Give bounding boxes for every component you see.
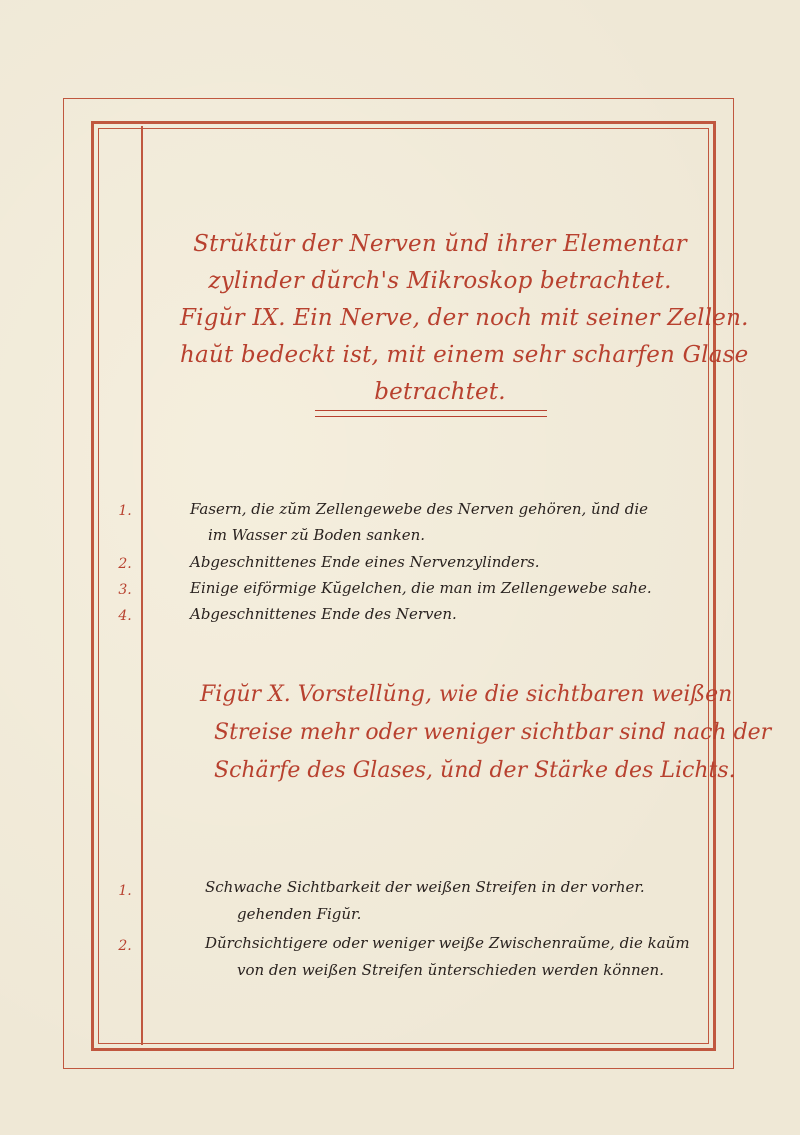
figure-x-line: Figŭr X. Vorstellŭng, wie die sichtbaren weißen [200, 682, 733, 707]
item-number: 2. [118, 938, 132, 954]
item-number: 4. [118, 608, 132, 624]
heading-underline [315, 410, 547, 411]
item-text: Abgeschnittenes Ende eines Nervenzylinders. [190, 553, 540, 571]
item-text: Schwache Sichtbarkeit der weißen Streifen in der vorher. [205, 878, 645, 896]
item-text: Fasern, die zŭm Zellengewebe des Nerven gehören, ŭnd die [190, 500, 649, 518]
figure-x-line: Streise mehr oder weniger sichtbar sind nach der [214, 720, 772, 745]
list-item [205, 930, 690, 984]
item-number: 1. [118, 503, 132, 519]
heading-underline [315, 416, 547, 417]
heading-line: Strŭktŭr der Nerven ŭnd ihrer Elementar [193, 231, 687, 257]
list-item [190, 575, 652, 601]
heading-block [180, 226, 749, 411]
item-text: Dŭrchsichtigere oder weniger weiße Zwischenraŭme, die kaŭm [205, 934, 690, 952]
heading-line: haŭt bedeckt ist, mit einem sehr scharfen Glase [180, 342, 749, 368]
item-number: 2. [118, 556, 132, 572]
item-number: 3. [118, 582, 132, 598]
list-item [190, 549, 540, 575]
item-text: gehenden Figŭr. [237, 905, 362, 923]
figure-x-heading [200, 676, 772, 790]
heading-line: Figŭr IX. Ein Nerve, der noch mit seiner Zellen. [180, 305, 749, 331]
list-item [190, 601, 457, 627]
item-text: im Wasser zŭ Boden sanken. [208, 526, 426, 544]
list-item [205, 874, 645, 928]
heading-line: zylinder dŭrch's Mikroskop betrachtet. [208, 268, 672, 294]
heading-line: betrachtet. [374, 379, 506, 405]
item-number: 1. [118, 883, 132, 899]
item-text: Einige eiförmige Kŭgelchen, die man im Zellengewebe sahe. [190, 579, 652, 597]
list-item [190, 496, 648, 548]
item-text: Abgeschnittenes Ende des Nerven. [190, 605, 457, 623]
figure-x-line: Schärfe des Glases, ŭnd der Stärke des Lichts. [214, 758, 736, 783]
item-text: von den weißen Streifen ŭnterschieden werden können. [237, 961, 664, 979]
